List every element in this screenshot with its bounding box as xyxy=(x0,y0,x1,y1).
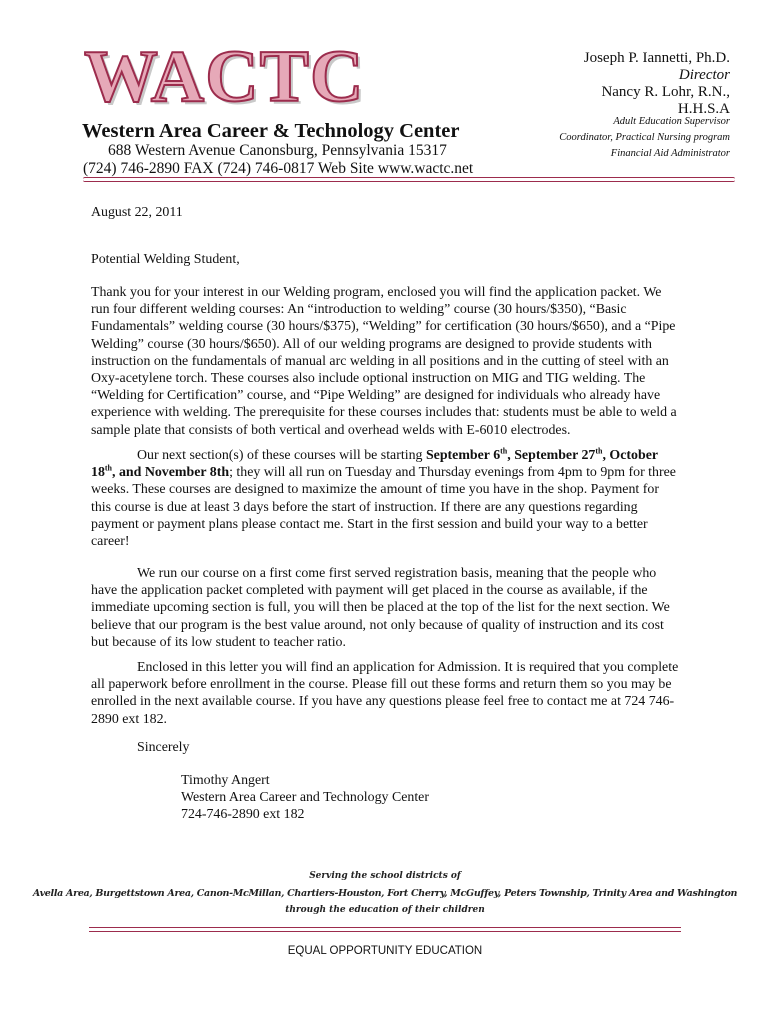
equal-opportunity-notice: EQUAL OPPORTUNITY EDUCATION xyxy=(287,945,483,957)
staff-name-2-credential: H.H.S.A xyxy=(677,101,730,117)
staff-role-2: Coordinator, Practical Nursing program xyxy=(559,132,730,143)
footer-serving: Serving the school districts of xyxy=(309,871,461,881)
staff-block xyxy=(584,50,730,118)
p2-date-2-sup: th xyxy=(595,446,603,456)
org-name: Western Area Career & Technology Center xyxy=(82,120,460,142)
footer-districts: Avella Area, Burgettstown Area, Canon-McMillan, Chartiers-Houston, Fort Cherry, McGuffey, Peters Township, Trinity Area and Washington xyxy=(32,888,738,899)
paragraph-1 xyxy=(91,284,681,439)
p2-date-2: , September 27 xyxy=(507,448,596,463)
paragraph-4-text: Enclosed in this letter you will find an application for Admission. It is required that you complete all paperwork before enrollment in the course. Please fill out these forms and return them so you may be enrolled in the next available course. If you have any questions please feel free to contact me at 724 746-2890 ext 182. xyxy=(91,660,679,727)
signature-org: Western Area Career and Technology Center xyxy=(181,790,429,806)
header-divider xyxy=(83,177,735,182)
paragraph-4 xyxy=(91,659,681,728)
paragraph-3-text: We run our course on a first come first served registration basis, meaning that the people who have the application packet completed with payment will get placed in the course as available, if the immediate upcoming section is full, you will then be placed at the top of the list for the next section. We believe that our program is the best value around, not only because of quality of instruction and its cost but because of its low student to teacher ratio. xyxy=(91,566,670,650)
footer-divider xyxy=(89,927,681,932)
staff-role-1: Adult Education Supervisor xyxy=(613,116,730,127)
paragraph-1-text: Thank you for your interest in our Welding program, enclosed you will find the application packet. We run four different welding courses: An “introduction to welding” course (30 hours/$350), “Basic Fundamentals” welding course (30 hours/$375), “Welding” for certification (30 hours/$650), and a “Pipe Welding” course (30 hours/$650). All of our welding programs are designed to provide students with instruction on the fundamentals of manual arc welding in all positions and in the cutting of steel with an Oxy-acetylene torch. These courses also include optional instruction on MIG and TIG welding. The “Welding for Certification” course, and “Pipe Welding” are designed for individuals who already have experience with welding. The prerequisite for these courses includes that: students must be able to weld a sample plate that consists of both vertical and overhead welds with E-6010 electrodes. xyxy=(91,285,677,438)
p2-date-1-sup: th xyxy=(500,446,508,456)
staff-name-1: Joseph P. Iannetti, Ph.D. xyxy=(583,50,730,66)
staff-roles xyxy=(559,114,730,162)
p2-date-4: , and November 8th xyxy=(112,465,230,481)
org-address: 688 Western Avenue Canonsburg, Pennsylvania 15317 xyxy=(108,142,447,159)
footer-through: through the education of their children xyxy=(285,905,485,915)
staff-role-3: Financial Aid Administrator xyxy=(610,148,730,159)
signature-block xyxy=(181,772,429,824)
org-contact: (724) 746-2890 FAX (724) 746-0817 Web Site www.wactc.net xyxy=(83,160,474,177)
p2-date-3-sup: th xyxy=(104,463,113,473)
p2-date-1: September 6 xyxy=(425,448,501,463)
paragraph-3 xyxy=(91,565,681,651)
p2-start: Our next section(s) of these courses will be starting xyxy=(137,448,426,463)
p2-date-3: , October 18 xyxy=(91,448,658,481)
letter-salutation: Potential Welding Student, xyxy=(91,252,240,267)
p2-rest: ; they will all run on Tuesday and Thursday evenings from 4pm to 9pm for three weeks. These courses are designed to maximize the amount of time you have in the shop. Payment for this course is due at least 3 days before the start of instruction. If there are any questions regarding payment or payment plans please contact me. Start in the first session and build your way to a better career! xyxy=(91,465,676,550)
logo-text: WACTC xyxy=(84,36,365,118)
paragraph-2 xyxy=(91,447,681,550)
signature-phone: 724-746-2890 ext 182 xyxy=(181,807,305,823)
staff-title-1: Director xyxy=(678,67,730,83)
letter-closing: Sincerely xyxy=(137,740,190,755)
signature-name: Timothy Angert xyxy=(181,773,270,788)
staff-name-2: Nancy R. Lohr, R.N., xyxy=(601,84,730,100)
letter-date: August 22, 2011 xyxy=(91,205,183,220)
wactc-logo xyxy=(84,36,365,118)
